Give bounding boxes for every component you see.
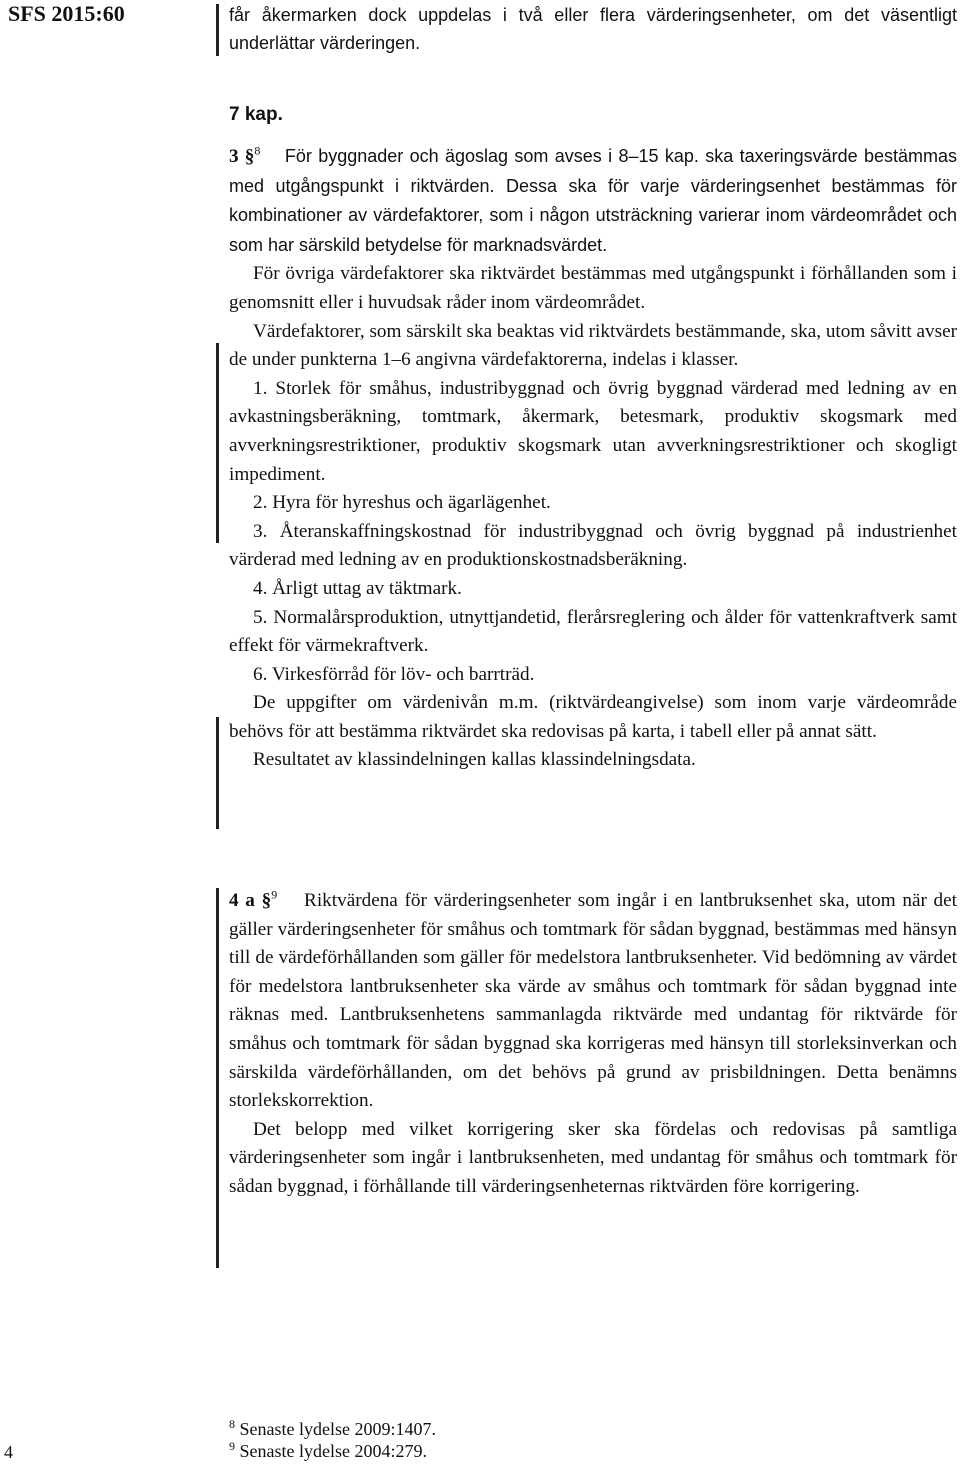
change-bar — [216, 888, 219, 1268]
list-item: 1. Storlek för småhus, industribyggnad och övrig byggnad värderad med ledning av en avkastningsberäkning, tomtmark, åkermark, betesmark, produktiv skogsmark med avverkningsrestriktioner, produktiv skogsmark utan avverkningsrestriktioner och skogligt impediment. — [229, 377, 957, 485]
sfs-reference: SFS 2015:60 — [8, 1, 125, 26]
list-item: 6. Virkesförråd för löv- och barrträd. — [253, 663, 535, 685]
section-number: 4 a §$^9$ — [229, 887, 278, 911]
section-3-paragraph-2: För övriga värdefaktorer ska riktvärdet bestämmas med utgångspunkt i förhållanden som i genomsnitt eller i huvudsak råder inom värdeområdet. — [229, 263, 957, 313]
list-item: 2. Hyra för hyreshus och ägarlägenhet. — [253, 492, 551, 514]
section-4a-paragraph-2: Det belopp med vilket korrigering sker ska fördelas och redovisas på samtliga värderingsenheter som ingår i lantbruksenheten, med undantag för småhus och tomtmark för sådan byggnad, i förhållande till värderingsenheternas riktvärden före korrigering. — [229, 1118, 957, 1197]
footnotes — [229, 1418, 436, 1462]
section-3-paragraph-4: De uppgifter om värdenivån m.m. (riktvärdeangivelse) som inom varje värdeområde behövs för att bestämma riktvärdet ska redovisas på karta, i tabell eller på annat sätt. — [229, 692, 957, 742]
footnote-ref: 9 — [271, 887, 278, 902]
section-3 — [229, 142, 957, 775]
page-number: 4 — [4, 1442, 13, 1462]
section-number: 3 §$^8$ — [229, 143, 261, 167]
section-3-paragraph-5: Resultatet av klassindelningen kallas klassindelningsdata. — [253, 749, 696, 771]
section-3-paragraph-3: Värdefaktorer, som särskilt ska beaktas vid riktvärdets bestämmande, ska, utom såvitt avser de under punkterna 1–6 angivna värdefaktorerna, indelas i klasser. — [229, 320, 957, 371]
list-item: 5. Normalårsproduktion, utnyttjandetid, flerårsreglering och ålder för vattenkraftverk samt effekt för värmekraftverk. — [229, 606, 957, 657]
footnote-ref: 8 — [254, 143, 261, 158]
list-item: 4. Årligt uttag av täktmark. — [253, 577, 462, 599]
chapter-heading: 7 kap. — [229, 104, 283, 125]
change-bar — [216, 717, 219, 829]
footnote: $^9$ Senaste lydelse 2004:279. — [229, 1439, 427, 1461]
change-bar — [216, 343, 219, 543]
list-item: 3. Återanskaffningskostnad för industribyggnad och övrig byggnad på industrienhet värderad med ledning av en produktionskostnadsberäkning. — [229, 520, 957, 571]
section-3-paragraph-1: 3 §$^8$ För byggnader och ägoslag som avses i 8–15 kap. ska taxeringsvärde bestämmas med utgångspunkt i riktvärden. Dessa ska för varje värderingsenhet bestämmas för kombinationer av värdefaktorer, som i någon utsträckning varierar inom värdeområdet och som har särskild betydelse för marknadsvärdet. — [229, 143, 958, 255]
section-4a — [229, 887, 957, 1202]
footnote: $^8$ Senaste lydelse 2009:1407. — [229, 1417, 436, 1439]
change-bar — [216, 4, 219, 56]
section-4a-paragraph-1: 4 a §$^9$ Riktvärdena för värderingsenheter som ingår i en lantbruksenhet ska, utom när det gäller värderingsenheter för småhus och tomtmark för sådan byggnad, bestämmas med hänsyn till de värdeförhållanden som gäller för medelstora lantbruksenheter. Vid bedömning av värdet för medelstora lantbruksenheter ska värde av småhus och tomtmark för sådan byggnad inte räknas med. Lantbruksenhetens sammanlagda riktvärde med undantag för riktvärde för småhus och tomtmark för sådan byggnad ska korrigeras med hänsyn till storleksinverkan och särskilda värdeförhållanden, om det behövs på grund av prisbildningen. Detta benämns storlekskorrektion. — [229, 887, 957, 1112]
intro-paragraph: får åkermarken dock uppdelas i två eller flera värderingsenheter, om det väsentligt underlättar värderingen. — [229, 5, 957, 53]
